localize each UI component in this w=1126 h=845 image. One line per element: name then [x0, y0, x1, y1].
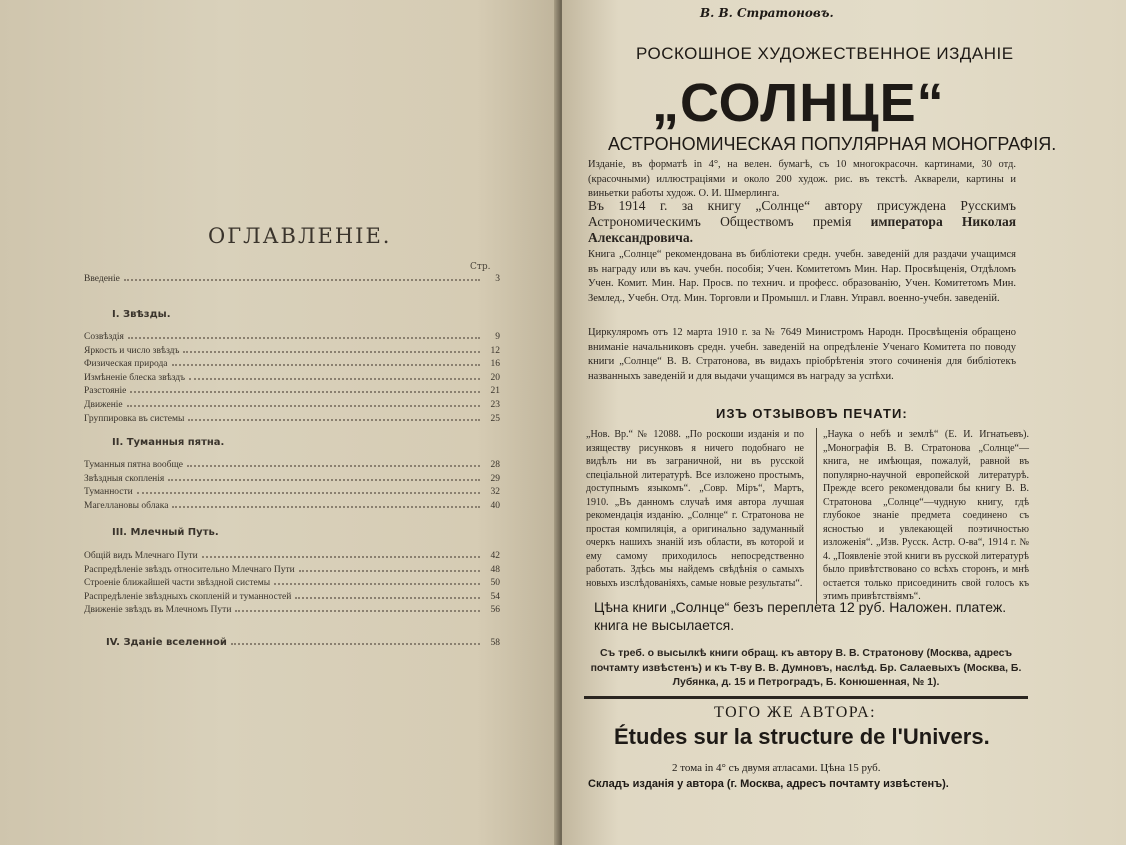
toc-entry-label: Физическая природа — [84, 359, 168, 370]
toc-entry-page: 23 — [490, 400, 500, 410]
toc-leader-dots — [172, 364, 480, 366]
toc-section-title: I. Звѣзды. — [112, 309, 171, 320]
toc-section-title: II. Туманныя пятна. — [112, 437, 225, 448]
toc-section-title: IV. Зданіе вселенной — [106, 637, 227, 648]
recommendation-text: Книга „Солнце“ рекомендована въ библіотеки средн. учебн. заведеній для раздачи учащимся въ награду или въ кач. учебн. пособія; Учен. Комитетомъ Мин. Нар. Просвѣщенія, Отдѣломъ Учен. Комит. Мин. Нар. Просв. по технич. и професс. образованію, Учен. Комитетомъ Мин. Землед., Учебн. Отд. Мин. Торговли и Промышл. и Главн. Управл. военно-учебн. заведеній. — [588, 249, 1016, 304]
toc-leader-dots — [172, 506, 480, 508]
toc-leader-dots — [168, 479, 480, 481]
toc-entry-page: 25 — [490, 413, 500, 424]
toc-entry-page: 58 — [490, 638, 500, 648]
toc-entry — [84, 342, 500, 356]
toc-entry — [84, 456, 500, 470]
divider-rule — [584, 696, 1028, 699]
etudes-title: Études sur la structure de l'Univers. — [614, 724, 990, 749]
toc-entry-label: Туманности — [84, 487, 133, 498]
price-text: Цѣна книги „Солнце“ безъ переплета 12 руб. Наложен. платеж. книга не высылается. — [594, 599, 1007, 633]
toc-entry — [84, 574, 500, 588]
toc-entry — [84, 497, 500, 511]
toc-entry-page: 3 — [495, 274, 500, 284]
store-info: Складъ изданія у автора (г. Москва, адресъ почтамту извѣстенъ). — [588, 778, 949, 790]
toc-leader-dots — [231, 643, 480, 645]
toc-leader-dots — [235, 610, 480, 612]
toc-entry-label: Разстояніе — [84, 386, 127, 397]
subtitle-luxury-edition: РОСКОШНОЕ ХУДОЖЕСТВЕННОЕ ИЗДАНІЕ — [636, 44, 1014, 63]
award-text — [588, 198, 1016, 246]
toc-entry-label: Магеллановы облака — [84, 500, 169, 511]
page-column-label: Стр. — [470, 262, 491, 272]
edition-description: Изданіе, въ форматѣ in 4°, на велен. бумагѣ, съ 10 многокрасочн. картинами, 30 отд. (красочными) иллюстраціями и около 200 худож. рис. въ текстѣ. Акварели, картины и виньетки работы худож. О. И. Шмерлинга. — [588, 159, 1016, 199]
toc-entry — [84, 470, 500, 484]
toc-section-title: III. Млечный Путь. — [112, 527, 219, 538]
toc-entry — [84, 355, 500, 369]
toc-leader-dots — [188, 419, 480, 421]
toc-entry — [84, 410, 500, 424]
toc-entry-label: Звѣздныя скопленія — [84, 473, 165, 484]
toc-entry-page: 21 — [490, 386, 500, 397]
toc-entry-page: 29 — [490, 473, 500, 484]
toc-entry-label: Распредѣленіе звѣздъ относительно Млечнаго Пути — [84, 564, 295, 575]
toc-entry-label: Группировка въ системы — [84, 413, 185, 424]
reviews-header: ИЗЪ ОТЗЫВОВЪ ПЕЧАТИ: — [716, 406, 908, 421]
toc-entry-label: Яркость и число звѣздъ — [84, 345, 180, 356]
toc-entry-label: Туманныя пятна вообще — [84, 460, 183, 470]
toc-entry-page: 12 — [490, 345, 500, 356]
volumes-info: 2 тома in 4° съ двумя атласами. Цѣна 15 руб. — [672, 762, 881, 774]
toc-leader-dots — [274, 583, 480, 585]
same-author-heading: ТОГО ЖЕ АВТОРА: — [714, 704, 877, 721]
toc-leader-dots — [299, 570, 480, 572]
toc-entry-label: Измѣненіе блеска звѣздъ — [84, 372, 186, 383]
toc-entry-page: 40 — [490, 500, 500, 511]
subtitle-monograph: АСТРОНОМИЧЕСКАЯ ПОПУЛЯРНАЯ МОНОГРАФІЯ. — [608, 134, 1057, 154]
toc-entry — [84, 588, 500, 602]
toc-leader-dots — [124, 279, 480, 281]
toc-entry-page: 56 — [490, 605, 500, 616]
toc-entry — [84, 369, 500, 383]
toc-entry-page: 42 — [490, 551, 500, 561]
ordering-info: Съ треб. о высылкѣ книги обращ. къ автору В. В. Стратонову (Москва, адресъ почтамту извѣстенъ) и къ Т-ву В. В. Думновъ, наслѣд. Бр. Салаевыхъ (Москва, Б. Лубянка, д. 15 и Петроградъ, Б. Конюшенная, № 1). — [590, 647, 1022, 688]
review-right-column: „Наука о небѣ и землѣ“ (Е. И. Игнатьевъ). „Монографія В. В. Стратонова „Солнце“—книга, не имѣющая, пожалуй, равной въ популярно-научной европейской литературѣ. Прежде всего рекомендовали бы книгу В. В. Стратонова „Солнце“—чудную книгу, гдѣ глубокое знаніе предмета соединено съ ясностью и увлекающей поэтичностью изложенія“. „Изв. Русск. Астр. О-ва“, 1914 г. № 4. „Появленіе этой книги въ русской литературѣ было привѣтствовано со всѣхъ сторонъ, и мнѣ остается только присоединить свой голосъ къ этимъ привѣтствіямъ“. — [816, 428, 1029, 604]
circular-text: Циркуляромъ отъ 12 марта 1910 г. за № 7649 Министромъ Народн. Просвѣщенія обращено вниманіе начальниковъ средн. учебн. заведеній на опредѣленіе Ученаго Комитета по поводу книги „Солнце“ В. В. Стратонова, въ видахъ пріобрѣтенія этого сочиненія для библіотекъ названныхъ заведеній и для выдачи учащимся въ награду за успѣхи. — [588, 327, 1016, 382]
toc-title: ОГЛАВЛЕНІЕ. — [208, 224, 392, 248]
toc-leader-dots — [183, 351, 480, 353]
toc-entry-page: 20 — [490, 372, 500, 383]
toc-leader-dots — [127, 405, 480, 407]
toc-entry-page: 28 — [490, 460, 500, 470]
toc-entry-page: 32 — [490, 487, 500, 498]
toc-entry — [84, 547, 500, 561]
toc-leader-dots — [189, 378, 480, 380]
toc-entry-page: 54 — [490, 591, 500, 602]
toc-section-4 — [84, 634, 500, 648]
toc-leader-dots — [137, 492, 480, 494]
toc-entry — [84, 396, 500, 410]
book-title: „СОЛНЦЕ“ — [652, 73, 945, 133]
toc-entry-page: 50 — [490, 578, 500, 589]
toc-entry-page: 9 — [495, 332, 500, 342]
toc-entry — [84, 601, 500, 615]
toc-entry — [84, 328, 500, 342]
toc-entry-label: Строеніе ближайшей части звѣздной системы — [84, 578, 271, 589]
toc-entry-page: 48 — [490, 564, 500, 575]
toc-leader-dots — [128, 337, 480, 339]
toc-leader-dots — [187, 465, 480, 467]
toc-entry — [84, 382, 500, 396]
toc-entry-label: Общій видъ Млечнаго Пути — [84, 551, 198, 561]
toc-entry-label: Созвѣздія — [84, 332, 124, 342]
toc-entry-label: Движеніе — [84, 400, 123, 410]
toc-leader-dots — [295, 597, 480, 599]
left-page — [0, 0, 560, 845]
toc-entry-page: 16 — [490, 359, 500, 370]
toc-entry-label: Введеніе — [84, 274, 120, 284]
award-text-a: Въ 1914 г. за книгу „Солнце“ автору присуждена Русскимъ Астрономическимъ Обществомъ премія — [588, 198, 1016, 229]
toc-leader-dots — [202, 556, 480, 558]
toc-entry-intro — [84, 270, 500, 284]
toc-entry-label: Движеніе звѣздъ въ Млечномъ Пути — [84, 605, 232, 616]
toc-entry — [84, 561, 500, 575]
author-name: В. В. Стратоновъ. — [700, 6, 834, 20]
review-left-column: „Нов. Вр.“ № 12088. „По роскоши изданія и по изяществу рисунковъ я ничего подобнаго не видѣлъ ни въ заграничной, ни въ русской спеціальной литературѣ. Все изложено простымъ, доступнымъ языкомъ“. „Совр. Міръ“, Мартъ, 1910. „Въ данномъ случаѣ имя автора лучшая рекомендація изданію. „Солнце“ г. Стратонова не простая компиляція, а оригинально задуманный очеркъ нашихъ знаній изъ области, въ которой и ему самому приходилось непосредственно работать. Здѣсь мы найдемъ свѣдѣнія о самыхъ новыхъ изслѣдованіяхъ, самые новые результаты“. — [586, 429, 804, 589]
toc-entry — [84, 483, 500, 497]
award-text-b: императора Николая Александровича. — [588, 214, 1017, 245]
toc-leader-dots — [130, 391, 480, 393]
toc-entry-label: Распредѣленіе звѣздныхъ скопленій и туманностей — [84, 591, 292, 602]
